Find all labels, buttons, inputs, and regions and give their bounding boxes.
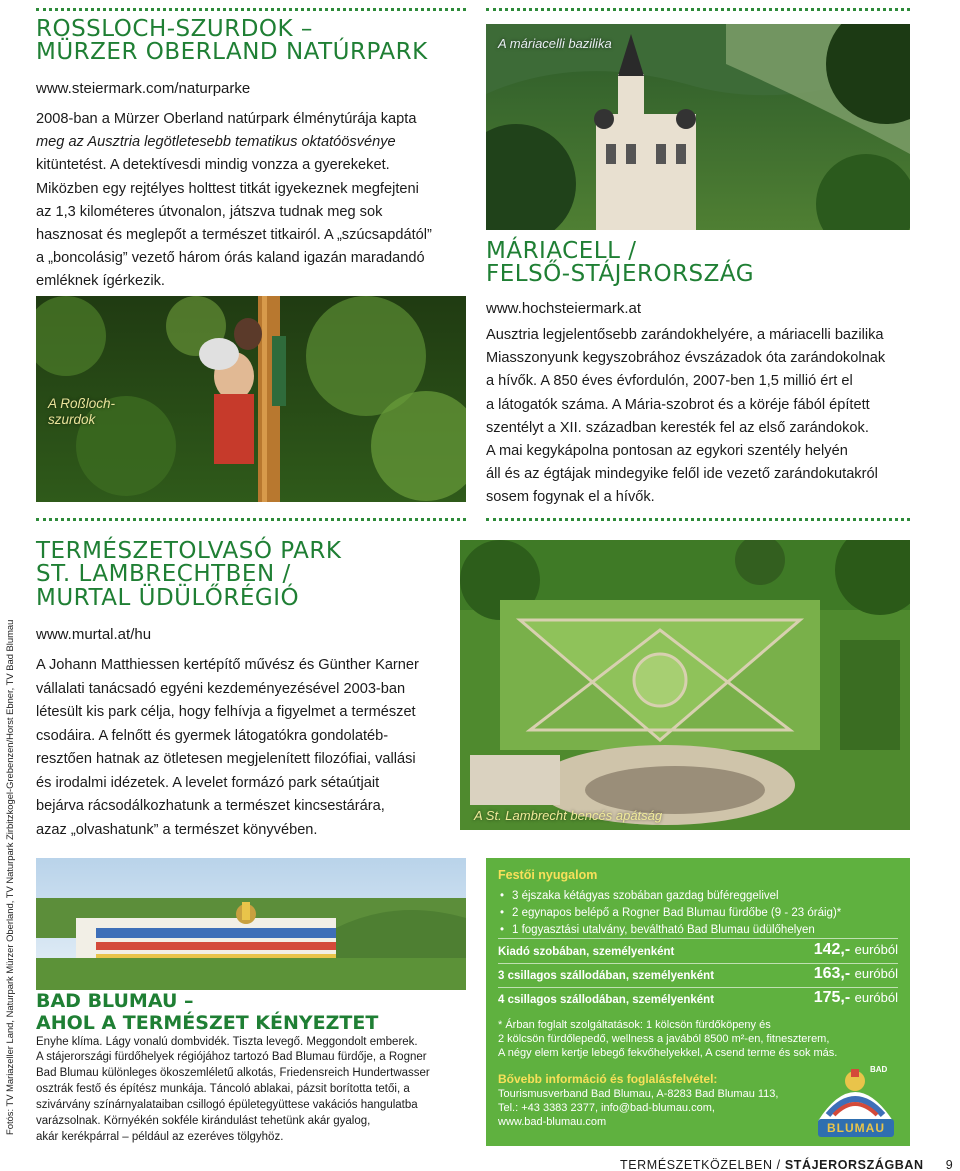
murtal-text-line: azaz „olvashatunk” a természet könyvében. [36,821,318,838]
mariazell-text-line: Miasszonyunk kegyszobrához évszázadok óta zarándokolnak [486,350,886,367]
offer-info-line: Tourismusverband Bad Blumau, A-8283 Bad Blumau 113, [498,1088,779,1100]
offer-item: • 2 egynapos belépő a Rogner Bad Blumau fürdőbe (9 - 23 óráig)* [498,905,898,922]
price-row [498,941,898,958]
mariazell-text-line: A mai kegykápolna pontosan az egykori szentély helyén [486,443,848,460]
murtal-text-line: és irodalmi idézetek. A levelet formázó park sétaútjait [36,774,380,791]
murtal-text-line: bejárva rácsodálkozhatunk a természet kincsestárára, [36,798,385,814]
offer-box [486,858,910,1146]
bad-blumau-text-line: szivárvány színárnyalataiban csillogó épületegyüttese vakációs hangulatba [36,1099,418,1111]
rossloch-text-line: Miközben egy rejtélyes holttest titkát igyekeznek megfejteni [36,180,419,197]
price-amount: 142,- [813,941,851,958]
mariazell-title-line1: MÁRIACELL / [486,238,637,264]
price-row [498,965,898,982]
price-currency: euróból [854,990,898,1005]
rossloch-caption-line: szurdok [48,412,96,427]
bad-blumau-photo [36,858,466,990]
mariazell-url[interactable]: www.hochsteiermark.at [486,300,642,317]
price-amount: 163,- [813,965,851,982]
rossloch-title-line2: MÜRZER OBERLAND NATÚRPARK [36,39,428,66]
rossloch-text-line: meg az Ausztria legötletesebb tematikus oktatóösvénye [36,134,396,151]
price-label: 4 csillagos szállodában, személyenként [498,994,715,1006]
murtal-text [36,654,419,842]
mariazell-photo-caption: A máriacelli bazilika [498,36,612,51]
murtal-title-line1: TERMÉSZETOLVASÓ PARK [36,538,342,564]
page-footer [620,1158,953,1171]
price-currency: euróból [854,966,898,981]
rossloch-photo-caption [48,396,115,428]
footer-section-right: STÁJERORSZÁGBAN [784,1158,924,1171]
murtal-text-line: A Johann Matthiessen kertépítő művész és Günther Karner [36,657,419,673]
rossloch-text-line: emléknek ígérkezik. [36,273,165,290]
bad-blumau-text [36,1049,430,1145]
murtal-url[interactable]: www.murtal.at/hu [36,626,152,643]
mariazell-title-line2: FELSŐ-STÁJERORSZÁG [486,261,755,288]
offer-item: • 1 fogyasztási utalvány, beváltható Bad Blumau üdülőhelyen [498,922,898,939]
price-row [498,989,898,1006]
page-number: 9 [945,1158,954,1171]
rossloch-text-line: hasznosat és meglepőt a természet titkairól. A „szúcsapdától” [36,227,432,244]
offer-items [498,888,898,939]
price-divider [498,963,898,964]
price-label: 3 csillagos szállodában, személyenként [498,970,715,982]
rossloch-text [36,108,432,294]
mariazell-text-line: áll és az égtájak mindegyike felől ide vezető zarándokutakról [486,466,878,483]
separator-middle-right [486,518,910,521]
bad-blumau-logo [808,1063,903,1141]
bad-blumau-text-line: osztrák festő és építész munkája. Táncoló ablakai, pázsit borította tetői, a [36,1083,410,1095]
rossloch-text-line: a „boncolásig” vezető három órás kaland igazán maradandó [36,250,425,267]
offer-website-link[interactable]: www.bad-blumau.com [498,1116,607,1128]
murtal-title-line3: MURTAL ÜDÜLŐRÉGIÓ [36,584,300,611]
murtal-text-line: resztően hatnak az ötletesen megjelenített filozófiai, vallási [36,751,416,767]
photo-credit: Fotós: TV Mariazeller Land, Naturpark Mürzer Oberland, TV Naturpark Zirbitzkogel-Grebenzen/Horst Ebner, TV Bad Blumau [4,619,15,1135]
bad-blumau-title-line1: BAD BLUMAU – [36,990,194,1012]
murtal-text-line: vállalati tanácsadó egyéni kezdeményezésével 2003-ban [36,680,406,697]
murtal-title-line2: ST. LAMBRECHTBEN / [36,561,291,588]
basilica-image [486,24,910,230]
bad-blumau-tagline: Enyhe klíma. Lágy vonalú dombvidék. Tiszta levegő. Meggondolt emberek. [36,1036,418,1048]
mariazell-text-line: Ausztria legjelentősebb zarándokhelyére, a máriacelli bazilika [486,327,884,343]
footer-section-left: TERMÉSZETKÖZELBEN / [620,1158,785,1171]
separator-middle-left [36,518,466,521]
price-currency: euróból [854,942,898,957]
rossloch-gorge-photo [36,296,466,502]
price-value [814,965,898,983]
bad-blumau-text-line: Bad Blumau különleges ökoszemléletű alkotás, Friedensreich Hundertwasser [36,1067,430,1079]
bad-blumau-text-line: A stájerországi fürdőhelyek régiójához tartozó Bad Blumau fürdője, a Rogner [36,1051,427,1063]
mariazell-text-line: a hívők. A 850 éves évfordulón, 2007-ben 1,5 millió ért el [486,373,853,390]
offer-title: Festői nyugalom [498,868,598,882]
separator-top-right [486,8,910,11]
murtal-text-line: csodáira. A felnőtt és gyermek látogatókra gondolatéb- [36,727,389,744]
offer-note [498,1018,837,1060]
mariazell-text-line: szentélyt a XII. században keresték fel az első zarándokok. [486,419,869,436]
price-divider [498,938,898,939]
bad-blumau-title [36,990,378,1034]
bad-blumau-text-line: akár kerékpárral – például az ezeréves tölgyhöz. [36,1131,284,1143]
rossloch-title [36,18,428,65]
price-label: Kiadó szobában, személyenként [498,946,675,958]
offer-note-line: * Árban foglalt szolgáltatások: 1 kölcsön fürdőköpeny és [498,1019,771,1031]
bad-blumau-title-line2: AHOL A TERMÉSZET KÉNYEZTET [36,1012,379,1034]
offer-note-line: A négy elem kertje lebegő fekvőhelyekkel, A csend terme és sok más. [498,1047,838,1059]
hundertwasser-building-image [36,858,466,990]
st-lambrecht-aerial-photo [460,540,910,830]
rossloch-text-line: az 1,3 kilométeres útvonalon, játszva tudnak meg sok [36,203,383,220]
rossloch-url[interactable]: www.steiermark.com/naturparke [36,80,251,97]
rossloch-caption-line: A Roßloch- [48,396,116,411]
price-value [814,989,898,1007]
st-lambrecht-photo-caption: A St. Lambrecht bencés apátság [474,808,663,823]
offer-info [498,1087,778,1129]
murtal-title [36,540,341,610]
separator-top-left [36,8,466,11]
logo-bad-text: BAD [870,1065,888,1074]
rossloch-title-line1: ROSSLOCH-SZURDOK – [36,16,313,42]
price-value [814,941,898,959]
rossloch-text-line: kitüntetést. A detektívesdi mindig vonzza a gyerekeket. [36,157,390,174]
murtal-text-line: létesült kis park célja, hogy felhívja a figyelmet a természet [36,704,416,720]
offer-note-line: 2 kölcsön fürdőlepedő, wellness a javából 8500 m²-en, fitneszterem, [498,1033,830,1045]
mariazell-text-line: sosem fogynak el a hívők. [486,489,655,506]
price-amount: 175,- [813,989,851,1006]
mariazell-text [486,324,885,510]
price-divider [498,987,898,988]
offer-info-title: Bővebb információ és foglalásfelvétel: [498,1072,718,1086]
offer-info-line[interactable]: Tel.: +43 3383 2377, info@bad-blumau.com, [498,1102,715,1114]
offer-item: • 3 éjszaka kétágyas szobában gazdag büféreggelivel [498,888,898,905]
logo-blumau-text: BLUMAU [827,1121,885,1135]
bad-blumau-text-line: varázsolnak. Környékén sokféle kirándulást tehetünk akár gyalog, [36,1115,371,1127]
abbey-park-image [460,540,910,830]
mariazell-text-line: a látogatók száma. A Mária-szobrot és a köréje fából épített [486,396,870,413]
mariazell-title [486,240,754,287]
mariazell-basilica-photo [486,24,910,230]
rossloch-text-line: 2008-ban a Mürzer Oberland natúrpark élménytúrája kapta [36,111,417,127]
